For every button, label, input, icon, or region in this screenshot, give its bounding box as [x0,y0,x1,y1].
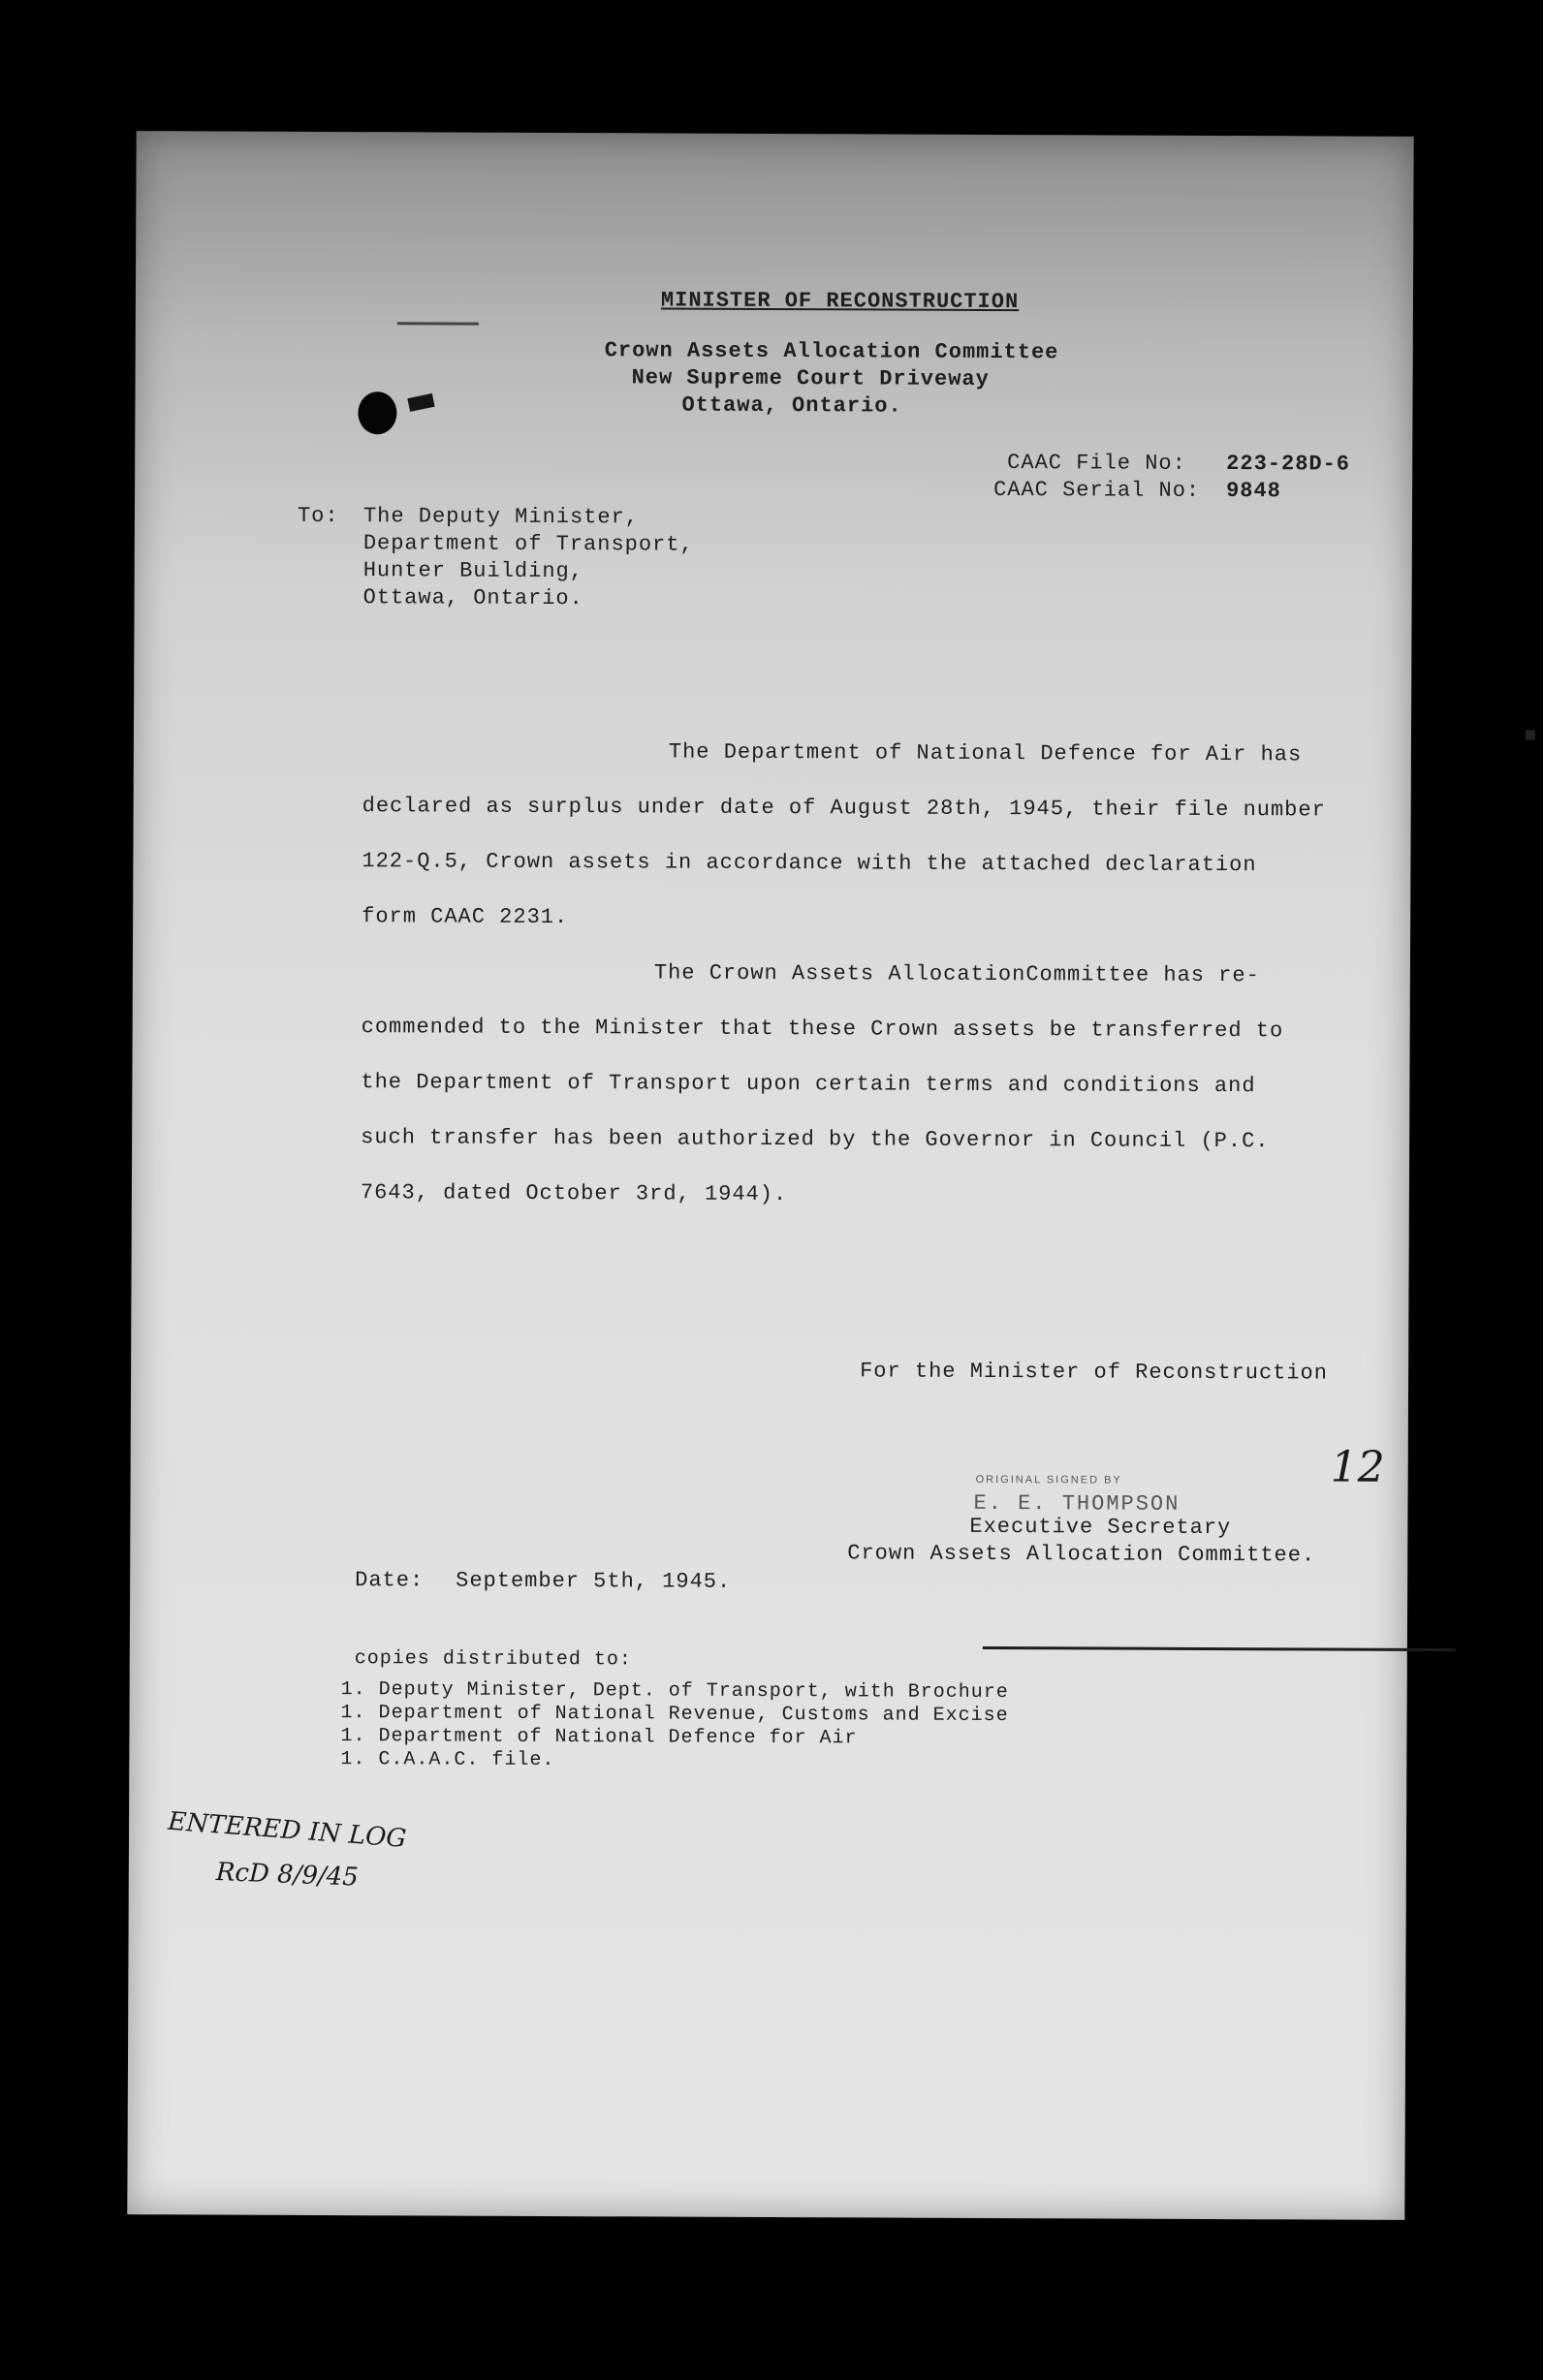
serial-number-value: 9848 [1226,479,1281,504]
distribution-item: 1. Department of National Revenue, Customs and Excise [340,1702,1009,1728]
committee-name: Crown Assets Allocation Committee [604,338,1059,365]
signature-for-line: For the Minister of Reconstruction [860,1359,1329,1386]
body-line: 122-Q.5, Crown assets in accordance with the attached declaration [362,849,1257,878]
handwritten-note: RcD 8/9/45 [215,1857,360,1893]
recipient-line: The Deputy Minister, [362,504,640,530]
distribution-heading: copies distributed to: [354,1647,632,1672]
signature-stamp: ORIGINAL SIGNED BY [975,1473,1122,1487]
body-line: The Crown Assets AllocationCommittee has re- [653,960,1260,988]
body-line: 7643, dated October 3rd, 1944). [360,1180,788,1207]
distribution-item: 1. C.A.A.C. file. [340,1748,555,1772]
signature-line [983,1646,1456,1651]
date-value: September 5th, 1945. [456,1568,732,1594]
body-line: the Department of Transport upon certain terms and conditions and [361,1070,1256,1099]
ministry-heading: MINISTER OF RECONSTRUCTION [660,288,1020,315]
body-line: such transfer has been authorized by the Governor in Council (P.C. [361,1125,1270,1154]
distribution-item: 1. Deputy Minister, Dept. of Transport, with Brochure [340,1678,1009,1705]
body-line: declared as surplus under date of August 28th, 1945, their file number [362,794,1326,823]
signature-name: E. E. THOMPSON [973,1490,1181,1517]
margin-mark: 12 [1330,1442,1385,1492]
date-label: Date: [355,1568,425,1593]
signature-committee: Crown Assets Allocation Committee. [847,1541,1316,1568]
recipient-label: To: [297,503,339,529]
committee-street: New Supreme Court Driveway [631,365,990,391]
signature-title: Executive Secretary [969,1514,1232,1541]
body-line: The Department of National Defence for Air has [668,739,1303,767]
punch-hole [358,391,396,434]
serial-number-label: CAAC Serial No: [993,477,1201,503]
recipient-line: Ottawa, Ontario. [362,585,583,611]
punch-hole-mark [407,393,434,412]
document-sheet [127,131,1413,2220]
handwritten-note: ENTERED IN LOG [167,1806,408,1854]
file-number-label: CAAC File No: [1007,451,1186,476]
top-rule [397,322,479,325]
edge-mark [1526,730,1535,739]
body-line: form CAAC 2231. [362,904,569,930]
distribution-item: 1. Department of National Defence for Air [340,1725,858,1750]
committee-city: Ottawa, Ontario. [681,392,902,419]
recipient-line: Hunter Building, [362,558,584,584]
file-number-value: 223-28D-6 [1226,452,1351,477]
recipient-line: Department of Transport, [362,531,694,557]
body-line: commended to the Minister that these Crown assets be transferred to [361,1015,1284,1044]
